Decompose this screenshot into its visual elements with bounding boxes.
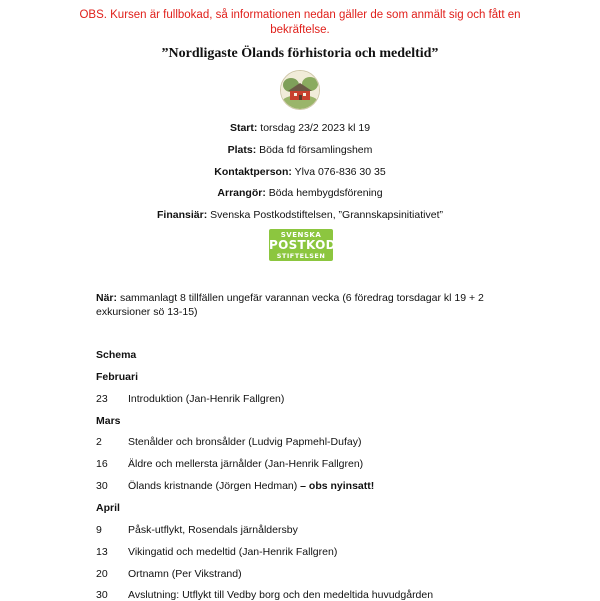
schedule-text: Påsk-utflykt, Rosendals järnåldersby [128, 524, 298, 536]
schema-heading: Schema [96, 349, 137, 361]
schedule-text: Ortnamn (Per Vikstrand) [128, 568, 242, 580]
fully-booked-notice: OBS. Kursen är fullbokad, så informationen nedan gäller de som anmält sig och fått en bekräftelse. [79, 9, 521, 36]
schedule-day: 9 [96, 524, 102, 536]
logo-line3: STIFTELSEN [276, 252, 326, 260]
info-kontakt [0, 166, 600, 178]
info-start-value: torsdag 23/2 2023 kl 19 [260, 122, 371, 134]
month-april: April [96, 502, 120, 514]
schedule-day: 16 [96, 458, 108, 470]
logo-line1: SVENSKA [280, 231, 322, 239]
info-arrangor-value: Böda hembygdsförening [268, 187, 383, 199]
info-finansiar [0, 209, 600, 221]
schedule-text: Introduktion (Jan-Henrik Fallgren) [128, 393, 285, 405]
course-title: ”Nordligaste Ölands förhistoria och medeltid” [161, 46, 439, 61]
schedule-day: 2 [96, 436, 102, 448]
schedule-text: Stenålder och bronsålder (Ludvig Papmehl-Dufay) [128, 436, 362, 448]
nar-value: sammanlagt 8 tillfällen ungefär varannan vecka (6 föredrag torsdagar kl 19 + 2 exkursioner sö 13-15) [96, 292, 484, 318]
nar-paragraph [96, 291, 516, 319]
info-arrangor-label: Arrangör: [217, 187, 266, 199]
schedule-text: Avslutning: Utflykt till Vedby borg och den medeltida huvudgården [128, 589, 434, 601]
info-kontakt-value: Ylva 076-836 30 35 [294, 166, 386, 178]
month-februari: Februari [96, 371, 139, 383]
info-start-label: Start: [229, 122, 258, 134]
info-finansiar-label: Finansiär: [157, 209, 208, 221]
schedule-day: 20 [96, 568, 108, 580]
logo-line2: POSTKOD [269, 238, 336, 252]
schedule-day: 30 [96, 480, 108, 492]
schedule-day: 23 [96, 393, 108, 405]
info-start [0, 122, 600, 134]
schedule-text: Äldre och mellersta järnålder (Jan-Henrik Fallgren) [128, 458, 364, 470]
schedule-text: Vikingatid och medeltid (Jan-Henrik Fallgren) [128, 546, 338, 558]
schedule-text-main: Ölands kristnande (Jörgen Hedman) [128, 480, 301, 492]
info-arrangor [0, 187, 600, 199]
schedule-day: 30 [96, 589, 108, 601]
info-plats-label: Plats: [227, 144, 257, 156]
schedule-day: 13 [96, 546, 108, 558]
info-plats-value: Böda fd församlingshem [259, 144, 373, 156]
info-kontakt-label: Kontaktperson: [214, 166, 292, 178]
nar-label: När: [96, 292, 118, 304]
hembygdsforening-logo-icon [280, 70, 320, 110]
info-finansiar-value: Svenska Postkodstiftelsen, ”Grannskapsinitiativet” [210, 209, 443, 221]
postkodstiftelsen-logo-icon [269, 229, 336, 261]
info-plats [0, 144, 600, 156]
schedule-text [128, 480, 568, 492]
schedule-text-note: – obs nyinsatt! [300, 480, 375, 492]
month-mars: Mars [96, 415, 121, 427]
